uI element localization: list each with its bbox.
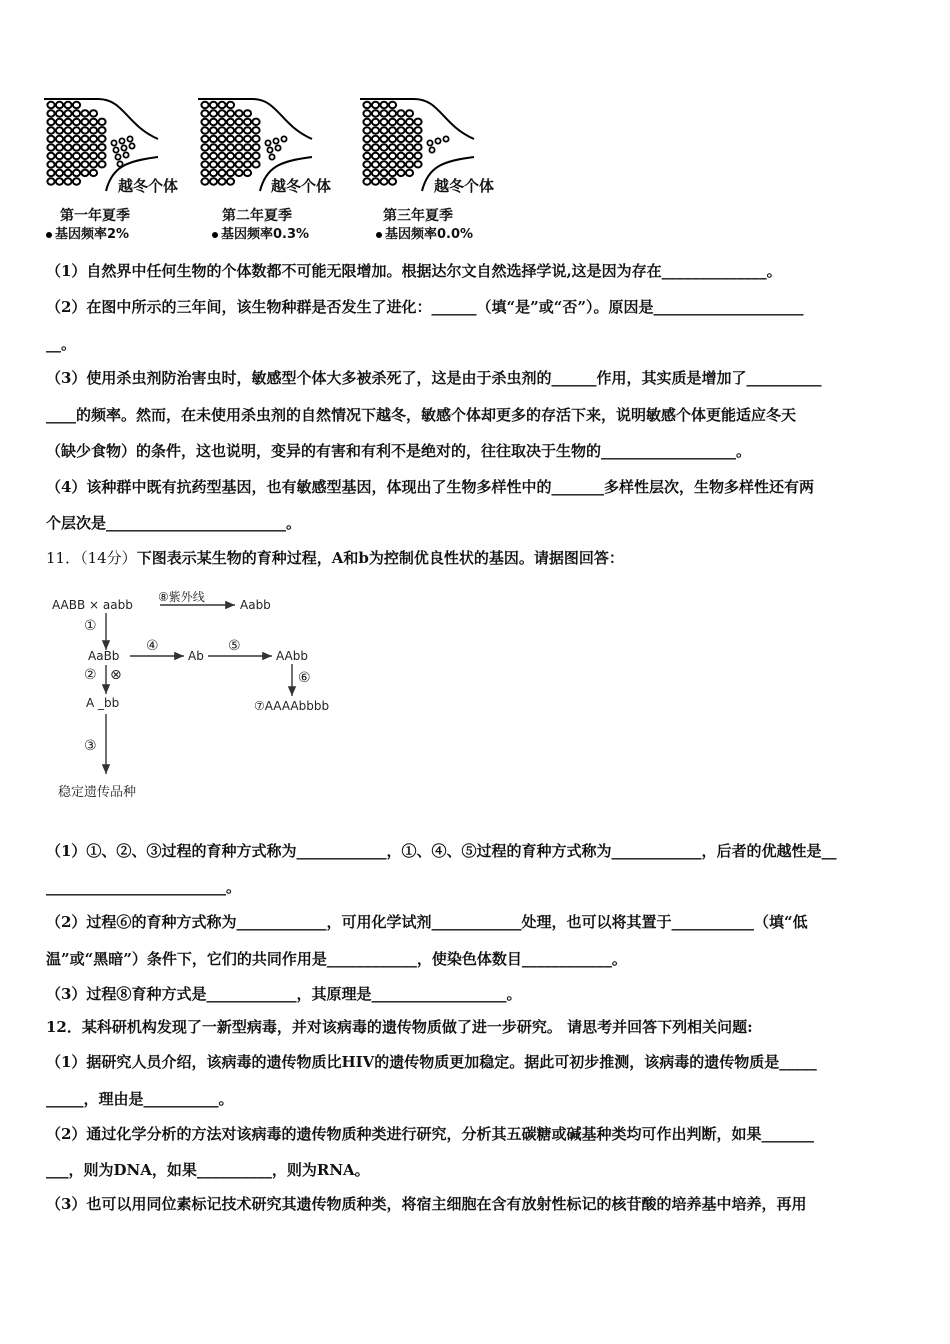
freq-label-2 (212, 223, 309, 242)
individual-dot (90, 144, 97, 150)
individual-dot (397, 110, 404, 116)
individual-dot (210, 153, 217, 159)
individual-dot (81, 136, 88, 142)
individual-dot (64, 144, 71, 150)
individual-dot (64, 136, 71, 142)
individual-dot (397, 127, 404, 133)
stable-variety-label: 稳定遗传品种 (58, 785, 137, 800)
winter-label-1: 越冬个体 (118, 177, 179, 195)
tetraploid-label: ⑦AAAAbbbb (254, 699, 330, 713)
q11-line-1: （1）①、②、③过程的育种方式称为____________，①、④、⑤过程的育种方式称为____________，后者的优越性是__ (46, 842, 837, 860)
q10-line-3: __。 (46, 335, 77, 353)
individual-dot (244, 153, 251, 159)
bullet-icon (376, 232, 382, 238)
individual-dot (372, 178, 379, 184)
individual-dot (406, 136, 413, 142)
q10-line-2: （2）在图中所示的三年间，该生物种群是否发生了进化：______（填“是”或“否”）。原因是____________________ (46, 298, 804, 316)
self-cross-icon: ⊗ (110, 667, 122, 683)
individual-dot (372, 144, 379, 150)
individual-dot (389, 119, 396, 125)
individual-dot (380, 161, 387, 167)
individual-dot (244, 161, 251, 167)
individual-dot (372, 119, 379, 125)
mutant-label: Aabb (240, 598, 271, 612)
q10-line-1: （1）自然界中任何生物的个体数都不可能无限增加。根据达尔文自然选择学说,这是因为存在______________。 (46, 262, 782, 280)
individual-dot (81, 119, 88, 125)
individual-dot (210, 119, 217, 125)
individual-dot (363, 161, 370, 167)
individual-dot (201, 110, 208, 116)
winter-label-3: 越冬个体 (434, 177, 495, 195)
freq-text-1: 基因频率2% (55, 227, 130, 242)
individual-dot (244, 170, 251, 176)
individual-dot (380, 144, 387, 150)
q12-line-1: （1）据研究人员介绍，该病毒的遗传物质比HIV的遗传物质更加稳定。据此可初步推测，该病毒的遗传物质是_____ (46, 1053, 817, 1071)
individual-dot (210, 136, 217, 142)
individual-dot (201, 161, 208, 167)
individual-dot (397, 144, 404, 150)
scattered-dot (113, 147, 118, 152)
individual-dot (56, 170, 63, 176)
individual-dot (235, 153, 242, 159)
individual-dot (380, 110, 387, 116)
bullet-icon (46, 232, 52, 238)
q11-line-3: （2）过程⑥的育种方式称为____________，可用化学试剂____________处理，也可以将其置于___________（填“低 (46, 913, 808, 931)
individual-dot (227, 110, 234, 116)
individual-dot (56, 110, 63, 116)
individual-dot (98, 119, 105, 125)
cross-label: AABB × aabb (52, 598, 133, 612)
individual-dot (47, 102, 54, 108)
individual-dot (227, 119, 234, 125)
step-1: ① (84, 618, 97, 634)
individual-dot (210, 178, 217, 184)
individual-dot (380, 178, 387, 184)
q11-line-4: 温”或“黑暗”）条件下，它们的共同作用是____________，使染色体数目____________。 (46, 950, 627, 968)
individual-dot (90, 119, 97, 125)
individual-dot (252, 153, 259, 159)
individual-dot (406, 119, 413, 125)
q10-line-7: （4）该种群中既有抗药型基因，也有敏感型基因，体现出了生物多样性中的_______多样性层次，生物多样性还有两 (46, 478, 814, 496)
individual-dot (389, 161, 396, 167)
q11-heading (46, 547, 906, 569)
individual-dot (389, 102, 396, 108)
individual-dot (235, 136, 242, 142)
individual-dot (73, 110, 80, 116)
scattered-dot (119, 138, 124, 143)
individual-dot (252, 161, 259, 167)
individual-dot (380, 127, 387, 133)
step-3: ③ (84, 738, 97, 754)
individual-dot (81, 127, 88, 133)
individual-dot (227, 144, 234, 150)
individual-dot (372, 161, 379, 167)
individual-dot (363, 178, 370, 184)
individual-dot (81, 144, 88, 150)
individual-dot (73, 136, 80, 142)
f1-label: AaBb (88, 649, 120, 663)
individual-dot (363, 119, 370, 125)
individual-dot (90, 127, 97, 133)
freq-label-1 (46, 223, 129, 242)
q10-line-5: ____的频率。然而，在未使用杀虫剂的自然情况下越冬，敏感个体却更多的存活下来，说明敏感个体更能适应冬天 (46, 406, 797, 424)
individual-dot (201, 136, 208, 142)
scattered-dot (123, 152, 128, 157)
individual-dot (73, 178, 80, 184)
individual-dot (73, 102, 80, 108)
individual-dot (98, 144, 105, 150)
individual-dot (252, 136, 259, 142)
individual-dot (201, 102, 208, 108)
q11-line-5: （3）过程⑧育种方式是____________，其原理是__________________。 (46, 985, 522, 1003)
aabb2-label: AAbb (276, 649, 308, 663)
scattered-dot (427, 140, 432, 145)
individual-dot (218, 102, 225, 108)
uv-label: ⑧紫外线 (158, 590, 205, 604)
q12-line-4: ___，则为DNA，如果__________，则为RNA。 (46, 1161, 370, 1179)
bullet-icon (212, 232, 218, 238)
individual-dot (47, 110, 54, 116)
individual-dot (73, 170, 80, 176)
scattered-dot (111, 140, 116, 145)
individual-dot (363, 170, 370, 176)
individual-dot (372, 136, 379, 142)
individual-dot (372, 127, 379, 133)
scattered-dot (273, 138, 278, 143)
scattered-dot (269, 154, 274, 159)
individual-dot (47, 144, 54, 150)
individual-dot (252, 127, 259, 133)
q11-number: 11．（14分） (46, 549, 137, 567)
individual-dot (73, 161, 80, 167)
scattered-dot (265, 140, 270, 145)
individual-dot (90, 161, 97, 167)
individual-dot (81, 161, 88, 167)
individual-dot (244, 144, 251, 150)
individual-dot (389, 170, 396, 176)
season-label-3: 第三年夏季 (383, 208, 453, 224)
individual-dot (201, 153, 208, 159)
individual-dot (73, 153, 80, 159)
individual-dot (201, 178, 208, 184)
individual-dot (90, 136, 97, 142)
individual-dot (252, 144, 259, 150)
individual-dot (64, 178, 71, 184)
individual-dot (210, 102, 217, 108)
season-label-2: 第二年夏季 (222, 208, 292, 224)
individual-dot (218, 178, 225, 184)
individual-dot (244, 136, 251, 142)
individual-dot (389, 110, 396, 116)
individual-dot (372, 110, 379, 116)
individual-dot (235, 127, 242, 133)
individual-dot (414, 153, 421, 159)
individual-dot (363, 144, 370, 150)
step-2: ② (84, 667, 97, 683)
individual-dot (81, 110, 88, 116)
freq-text-3: 基因频率0.0% (385, 227, 474, 242)
step-4: ④ (146, 638, 159, 654)
individual-dot (47, 161, 54, 167)
scattered-dot (429, 147, 434, 152)
individual-dot (363, 102, 370, 108)
individual-dot (64, 170, 71, 176)
individual-dot (218, 136, 225, 142)
individual-dot (210, 161, 217, 167)
freq-label-3 (376, 223, 473, 242)
individual-dot (235, 161, 242, 167)
individual-dot (47, 127, 54, 133)
individual-dot (73, 127, 80, 133)
individual-dot (218, 153, 225, 159)
step-6: ⑥ (298, 670, 311, 686)
individual-dot (218, 170, 225, 176)
scattered-dot (281, 136, 286, 141)
individual-dot (406, 161, 413, 167)
individual-dot (64, 110, 71, 116)
individual-dot (98, 136, 105, 142)
individual-dot (414, 144, 421, 150)
scattered-dot (129, 143, 134, 148)
individual-dot (363, 153, 370, 159)
individual-dot (380, 170, 387, 176)
individual-dot (397, 161, 404, 167)
individual-dot (389, 153, 396, 159)
q10-line-6: （缺少食物）的条件，这也说明，变异的有害和有利不是绝对的，往往取决于生物的__________________。 (46, 442, 752, 460)
individual-dot (235, 144, 242, 150)
q11-line-2: ________________________。 (46, 878, 242, 896)
individual-dot (64, 153, 71, 159)
individual-dot (218, 161, 225, 167)
individual-dot (414, 127, 421, 133)
individual-dot (47, 153, 54, 159)
individual-dot (397, 136, 404, 142)
scattered-dot (275, 145, 280, 150)
individual-dot (389, 136, 396, 142)
freq-text-2: 基因频率0.3% (221, 227, 310, 242)
individual-dot (81, 170, 88, 176)
individual-dot (47, 170, 54, 176)
individual-dot (56, 178, 63, 184)
individual-dot (64, 127, 71, 133)
individual-dot (227, 170, 234, 176)
individual-dot (47, 136, 54, 142)
individual-dot (47, 119, 54, 125)
individual-dot (90, 170, 97, 176)
a-bb-label: A _bb (86, 696, 120, 710)
q11-title: 下图表示某生物的育种过程，A和b为控制优良性状的基因。请据图回答： (136, 549, 624, 567)
individual-dot (414, 161, 421, 167)
individual-dot (235, 119, 242, 125)
scattered-dot (115, 154, 120, 159)
scattered-dot (127, 136, 132, 141)
individual-dot (90, 110, 97, 116)
individual-dot (98, 153, 105, 159)
q10-line-4: （3）使用杀虫剂防治害虫时，敏感型个体大多被杀死了，这是由于杀虫剂的______作用，其实质是增加了__________ (46, 369, 822, 387)
individual-dot (201, 144, 208, 150)
individual-dot (98, 127, 105, 133)
individual-dot (218, 119, 225, 125)
individual-dot (397, 170, 404, 176)
season-label-1: 第一年夏季 (60, 208, 130, 224)
individual-dot (218, 110, 225, 116)
q12-line-3: （2）通过化学分析的方法对该病毒的遗传物质种类进行研究，分析其五碳糖或碱基种类均可作出判断，如果_______ (46, 1125, 814, 1143)
individual-dot (227, 136, 234, 142)
individual-dot (389, 144, 396, 150)
individual-dot (235, 170, 242, 176)
scattered-dot (121, 145, 126, 150)
individual-dot (81, 153, 88, 159)
individual-dot (73, 144, 80, 150)
breeding-diagram (50, 588, 350, 808)
individual-dot (252, 119, 259, 125)
individual-dot (56, 161, 63, 167)
individual-dot (406, 144, 413, 150)
individual-dot (56, 127, 63, 133)
individual-dot (244, 110, 251, 116)
individual-dot (73, 119, 80, 125)
population-figure (40, 95, 560, 245)
individual-dot (98, 161, 105, 167)
individual-dot (380, 102, 387, 108)
individual-dot (90, 153, 97, 159)
q10-line-8: 个层次是________________________。 (46, 514, 302, 532)
winter-label-2: 越冬个体 (271, 177, 332, 195)
individual-dot (201, 119, 208, 125)
individual-dot (210, 170, 217, 176)
scattered-dot (443, 136, 448, 141)
individual-dot (363, 110, 370, 116)
individual-dot (235, 110, 242, 116)
individual-dot (64, 119, 71, 125)
individual-dot (406, 170, 413, 176)
individual-dot (227, 127, 234, 133)
individual-dot (56, 153, 63, 159)
individual-dot (56, 136, 63, 142)
scattered-dot (267, 147, 272, 152)
individual-dot (363, 127, 370, 133)
individual-dot (397, 119, 404, 125)
q12-heading: 12．某科研机构发现了一新型病毒，并对该病毒的遗传物质做了进一步研究。 请思考并回答下列相关问题: (46, 1018, 753, 1036)
individual-dot (218, 144, 225, 150)
ab-label: Ab (188, 649, 204, 663)
q12-line-2: _____，理由是__________。 (46, 1090, 234, 1108)
individual-dot (64, 161, 71, 167)
individual-dot (380, 119, 387, 125)
individual-dot (244, 127, 251, 133)
individual-dot (56, 119, 63, 125)
individual-dot (414, 119, 421, 125)
individual-dot (56, 102, 63, 108)
individual-dot (56, 144, 63, 150)
individual-dot (397, 153, 404, 159)
individual-dot (244, 119, 251, 125)
individual-dot (406, 153, 413, 159)
individual-dot (201, 170, 208, 176)
individual-dot (380, 136, 387, 142)
individual-dot (406, 127, 413, 133)
individual-dot (227, 153, 234, 159)
individual-dot (227, 161, 234, 167)
individual-dot (47, 178, 54, 184)
q12-line-5: （3）也可以用同位素标记技术研究其遗传物质种类，将宿主细胞在含有放射性标记的核苷酸的培养基中培养，再用 (46, 1195, 807, 1213)
individual-dot (227, 102, 234, 108)
individual-dot (64, 102, 71, 108)
individual-dot (372, 170, 379, 176)
step-5: ⑤ (228, 638, 241, 654)
individual-dot (201, 127, 208, 133)
individual-dot (380, 153, 387, 159)
individual-dot (414, 136, 421, 142)
individual-dot (210, 144, 217, 150)
individual-dot (363, 136, 370, 142)
individual-dot (406, 110, 413, 116)
individual-dot (227, 178, 234, 184)
scattered-dot (435, 138, 440, 143)
individual-dot (389, 127, 396, 133)
individual-dot (210, 110, 217, 116)
individual-dot (372, 153, 379, 159)
individual-dot (389, 178, 396, 184)
individual-dot (372, 102, 379, 108)
individual-dot (218, 127, 225, 133)
individual-dot (210, 127, 217, 133)
